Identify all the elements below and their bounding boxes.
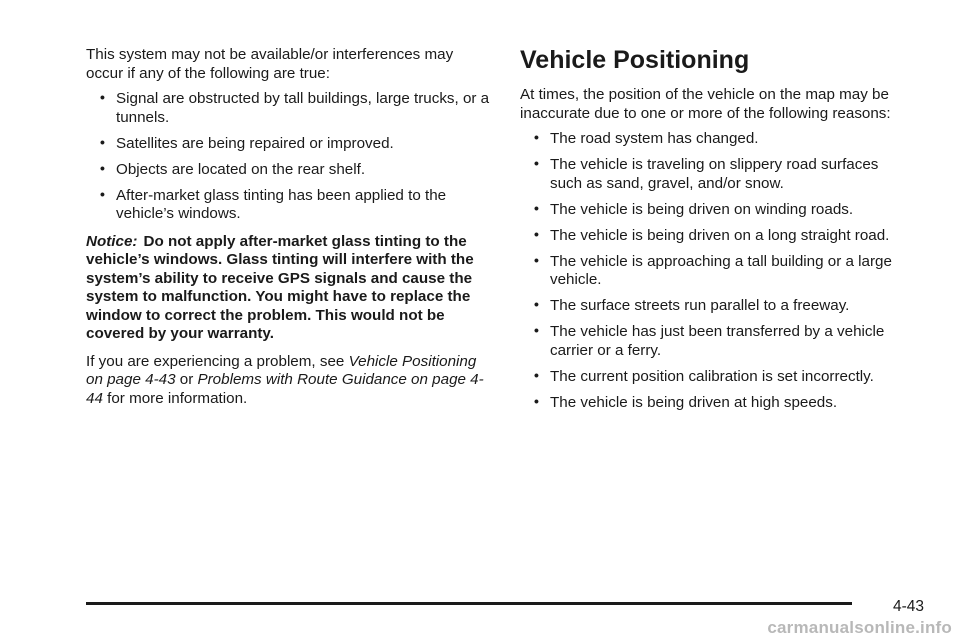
- cross-reference-link[interactable]: Vehicle Positioning on page 4-43: [86, 352, 477, 388]
- notice-paragraph: [86, 233, 490, 344]
- bullet-item: • Satellites are being repaired or improved.: [86, 135, 490, 154]
- page-number: 4-43: [892, 598, 924, 615]
- problem-suffix: for more information.: [102, 389, 248, 407]
- bullet-item: • The vehicle is being driven at high speeds.: [520, 394, 910, 413]
- bullet-item: • The current position calibration is set incorrectly.: [520, 368, 910, 387]
- cross-reference-link[interactable]: Problems with Route Guidance on page 4-44: [86, 371, 484, 407]
- bullet-item: • The vehicle is traveling on slippery road surfaces such as sand, gravel, and/or snow.: [520, 156, 910, 193]
- bullet-item: • The vehicle is being driven on a long straight road.: [520, 227, 910, 246]
- notice-text: Do not apply after-market glass tinting to the vehicle’s windows. Glass tinting will interfere with the system’s ability to receive GPS signals and cause the system to malfunction. You might have to replace the window to correct the problem. This would not be covered by your warranty.: [86, 232, 474, 342]
- bullet-item: • After-market glass tinting has been applied to the vehicle’s windows.: [86, 187, 490, 224]
- left-column: [86, 46, 490, 408]
- bullet-item: • The road system has changed.: [520, 130, 910, 149]
- bullet-item: • Objects are located on the rear shelf.: [86, 161, 490, 180]
- right-intro-paragraph: At times, the position of the vehicle on the map may be inaccurate due to one or more of the following reasons:: [520, 86, 891, 122]
- bullet-item: • The vehicle is approaching a tall building or a large vehicle.: [520, 253, 910, 290]
- positioning-bullet-list: [520, 130, 910, 412]
- watermark: carmanualsonline.info: [767, 618, 952, 637]
- problem-or: or: [175, 371, 198, 388]
- bullet-item: • The vehicle has just been transferred by a vehicle carrier or a ferry.: [520, 323, 910, 360]
- footer-rule: [86, 602, 852, 605]
- bullet-item: • The vehicle is being driven on winding roads.: [520, 201, 910, 220]
- problem-prefix: If you are experiencing a problem, see: [86, 352, 349, 370]
- notice-label: Notice:: [86, 232, 138, 250]
- bullet-item: • Signal are obstructed by tall buildings, large trucks, or a tunnels.: [86, 90, 490, 127]
- interference-bullet-list: [86, 90, 490, 224]
- problem-paragraph: [86, 353, 490, 409]
- right-column: [520, 46, 910, 421]
- left-intro-paragraph: This system may not be available/or interferences may occur if any of the following are true:: [86, 46, 454, 82]
- section-heading: Vehicle Positioning: [520, 46, 750, 74]
- bullet-item: • The surface streets run parallel to a freeway.: [520, 297, 910, 316]
